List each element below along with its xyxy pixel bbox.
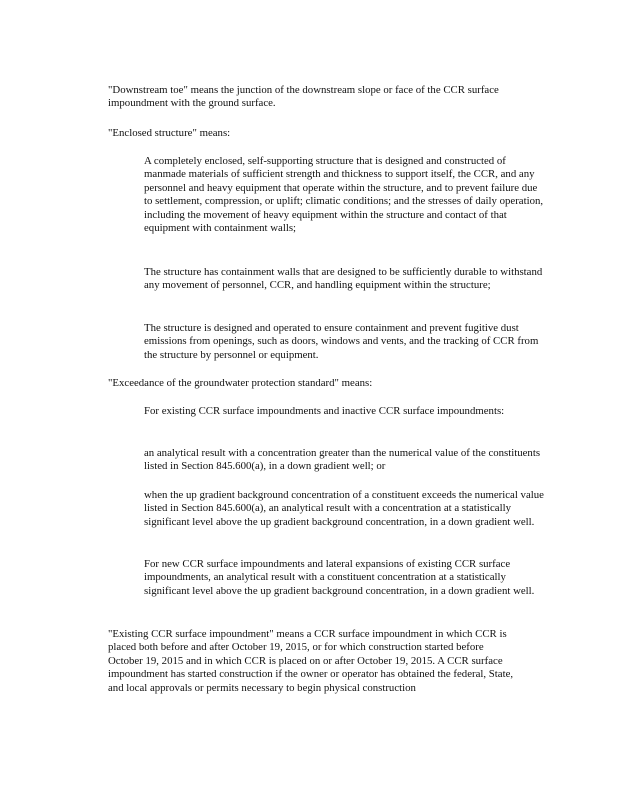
exceedance-item-3: when the up gradient background concentration of a constituent exceeds the numerical value listed in Section 845.600(a), an analytical result with a concentration at a statistically significant level above the up gradient background concentration, in a down gradient well.: [144, 489, 544, 528]
definition-exceedance-heading: "Exceedance of the groundwater protection standard" means:: [108, 377, 373, 389]
exceedance-item-2: an analytical result with a concentration greater than the numerical value of the constituents listed in Section 845.600(a), in a down gradient well; or: [144, 447, 541, 473]
definition-downstream-toe: "Downstream toe" means the junction of the downstream slope or face of the CCR surface impoundment with the ground surface.: [108, 84, 499, 110]
enclosed-structure-item-3: The structure is designed and operated to ensure containment and prevent fugitive dust emissions from openings, such as doors, windows and vents, and the tracking of CCR from the structure by personnel or equipment.: [144, 322, 539, 361]
enclosed-structure-item-2: The structure has containment walls that are designed to be sufficiently durable to withstand any movement of personnel, CCR, and handling equipment within the structure;: [144, 266, 543, 292]
enclosed-structure-item-1: A completely enclosed, self-supporting structure that is designed and constructed of manmade materials of sufficient strength and thickness to support itself, the CCR, and any personnel and heavy equipment that operate within the structure, and to prevent failure due to settlement, compression, or uplift; climatic conditions; and the stresses of daily operation, including the movement of heavy equipment within the structure and contact of that equipment with containment walls;: [144, 155, 544, 235]
exceedance-item-4: For new CCR surface impoundments and lateral expansions of existing CCR surface impoundments, an analytical result with a constituent concentration at a statistically significant level above the up gradient background concentration, in a down gradient well.: [144, 558, 535, 597]
definition-enclosed-structure-heading: "Enclosed structure" means:: [108, 127, 231, 139]
exceedance-item-1: For existing CCR surface impoundments and inactive CCR surface impoundments:: [144, 405, 505, 417]
definition-existing-ccr: "Existing CCR surface impoundment" means a CCR surface impoundment in which CCR is placed both before and after October 19, 2015, or for which construction started before October 19, 2015 and in which CCR is placed on or after October 19, 2015. A CCR surface impoundment has started construction if the owner or operator has obtained the federal, State, and local approvals or permits necessary to begin physical construction: [108, 628, 514, 694]
